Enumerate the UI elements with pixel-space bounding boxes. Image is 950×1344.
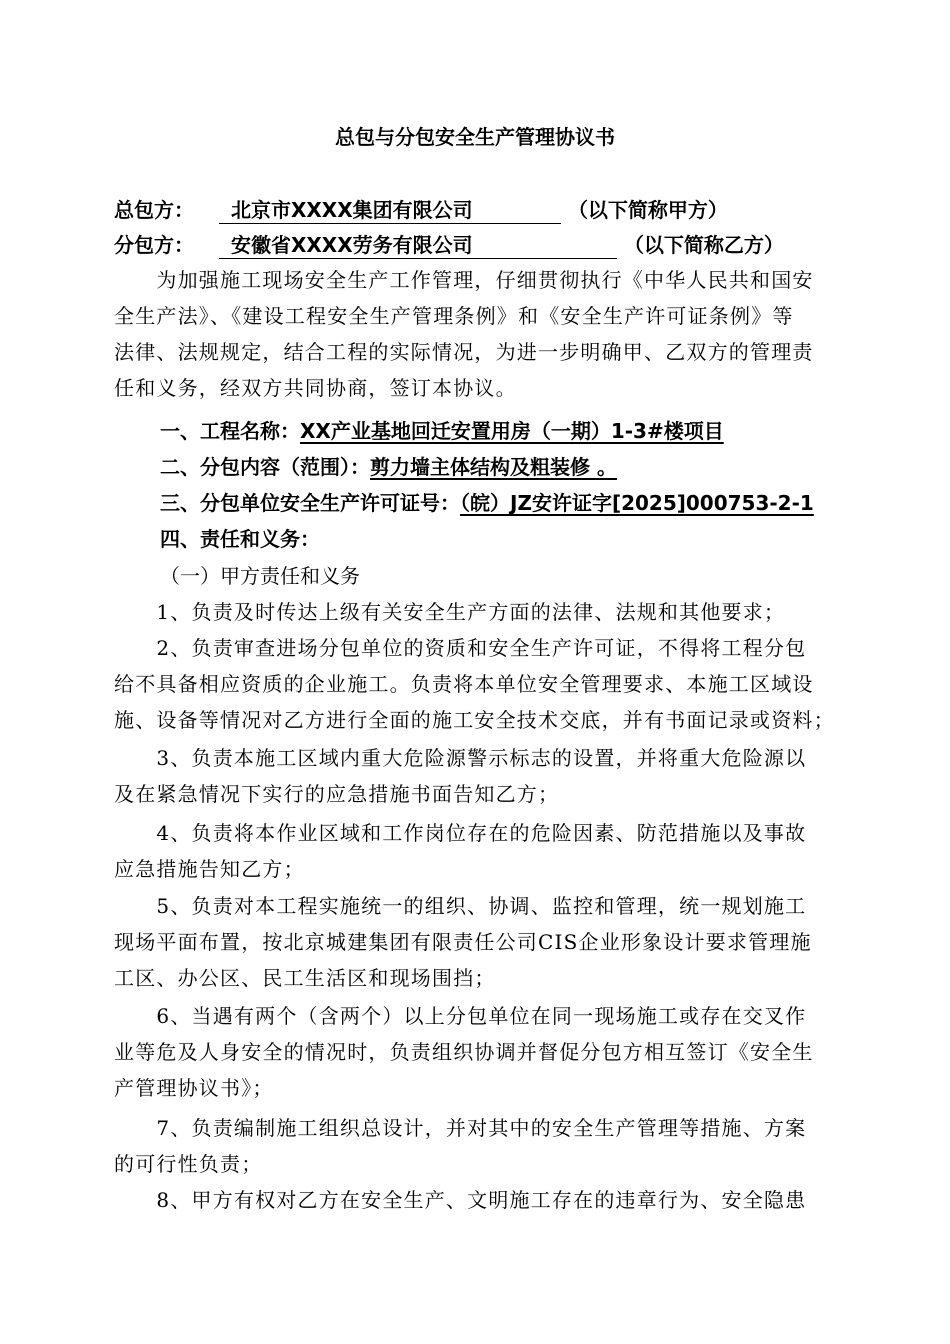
clause-line: 施、设备等情况对乙方进行全面的施工安全技术交底，并有书面记录或资料； [114,708,835,732]
clause-line: 6、当遇有两个（含两个）以上分包单位在同一现场施工或存在交叉作 [114,1004,807,1028]
scope-line [160,450,880,484]
clause-line: 4、负责将本作业区域和工作岗位存在的危险因素、防范措施以及事故 [114,821,807,845]
clause-6 [114,998,860,1106]
subcontractor-name: 安徽省XXXX劳务有限公司 [219,232,617,259]
clause-line: 及在紧急情况下实行的应急措施书面告知乙方； [114,782,560,806]
scope-value: 剪力墙主体结构及粗装修 。 [370,455,617,479]
intro-paragraph [114,262,860,406]
clause-line: 业等危及人身安全的情况时，负责组织协调并督促分包方相互签订《安全生 [114,1040,814,1064]
intro-line: 法律、法规规定，结合工程的实际情况，为进一步明确甲、乙双方的管理责 [114,340,814,364]
subcontractor-label: 分包方： [114,233,194,257]
clause-4 [114,815,860,887]
general-contractor-note: （以下简称甲方） [567,198,728,222]
clause-line: 的可行性负责； [114,1152,263,1176]
subcontractor-note: （以下简称乙方） [623,233,784,257]
clause-line: 5、负责对本工程实施统一的组织、协调、监控和管理，统一规划施工 [114,894,807,918]
scope-label: 二、分包内容（范围）： [160,455,370,479]
intro-line: 全生产法》、《建设工程安全生产管理条例》和《安全生产许可证条例》等 [114,304,794,328]
license-label: 三、分包单位安全生产许可证号： [160,491,460,515]
clause-8 [114,1182,860,1218]
clause-line: 1、负责及时传达上级有关安全生产方面的法律、法规和其他要求； [114,600,786,624]
general-contractor-name: 北京市XXXX集团有限公司 [219,197,561,224]
clause-line: 应急措施告知乙方； [114,857,305,881]
clause-5 [114,888,860,996]
clause-line: 给不具备相应资质的企业施工。负责将本单位安全管理要求、本施工区域设 [114,672,814,696]
subsection-one-heading: （一）甲方责任和义务 [160,564,360,588]
clause-7 [114,1110,860,1182]
project-name-line [160,414,880,448]
clause-line: 8、甲方有权对乙方在安全生产、文明施工存在的违章行为、安全隐患 [114,1188,807,1212]
clause-line: 3、负责本施工区域内重大危险源警示标志的设置，并将重大危险源以 [114,746,807,770]
section-four-heading: 四、责任和义务： [160,527,320,551]
clause-line: 2、负责审查进场分包单位的资质和安全生产许可证，不得将工程分包 [114,636,807,660]
clause-line: 产管理协议书》； [114,1076,274,1100]
project-name-label: 一、工程名称： [160,419,300,443]
clause-line: 工区、办公区、民工生活区和现场围挡； [114,966,496,990]
general-contractor-line [114,193,874,227]
license-value: （皖）JZ安许证字[2025]000753-2-1 [460,491,814,515]
clause-line: 7、负责编制施工组织总设计，并对其中的安全生产管理等措施、方案 [114,1116,807,1140]
project-name-value: XX产业基地回迁安置用房（一期）1-3#楼项目 [300,419,724,443]
clause-2 [114,630,860,738]
license-line [160,486,880,520]
subcontractor-line [114,228,874,262]
general-contractor-label: 总包方： [114,198,194,222]
intro-line: 为加强施工现场安全生产工作管理，仔细贯彻执行《中华人民共和国安 [114,268,814,292]
clause-3 [114,740,860,812]
document-title: 总包与分包安全生产管理协议书 [335,125,615,149]
intro-line: 任和义务，经双方共同协商，签订本协议。 [114,376,517,400]
clause-line: 现场平面布置，按北京城建集团有限责任公司CIS企业形象设计要求管理施 [114,930,812,954]
clause-1 [114,594,860,630]
